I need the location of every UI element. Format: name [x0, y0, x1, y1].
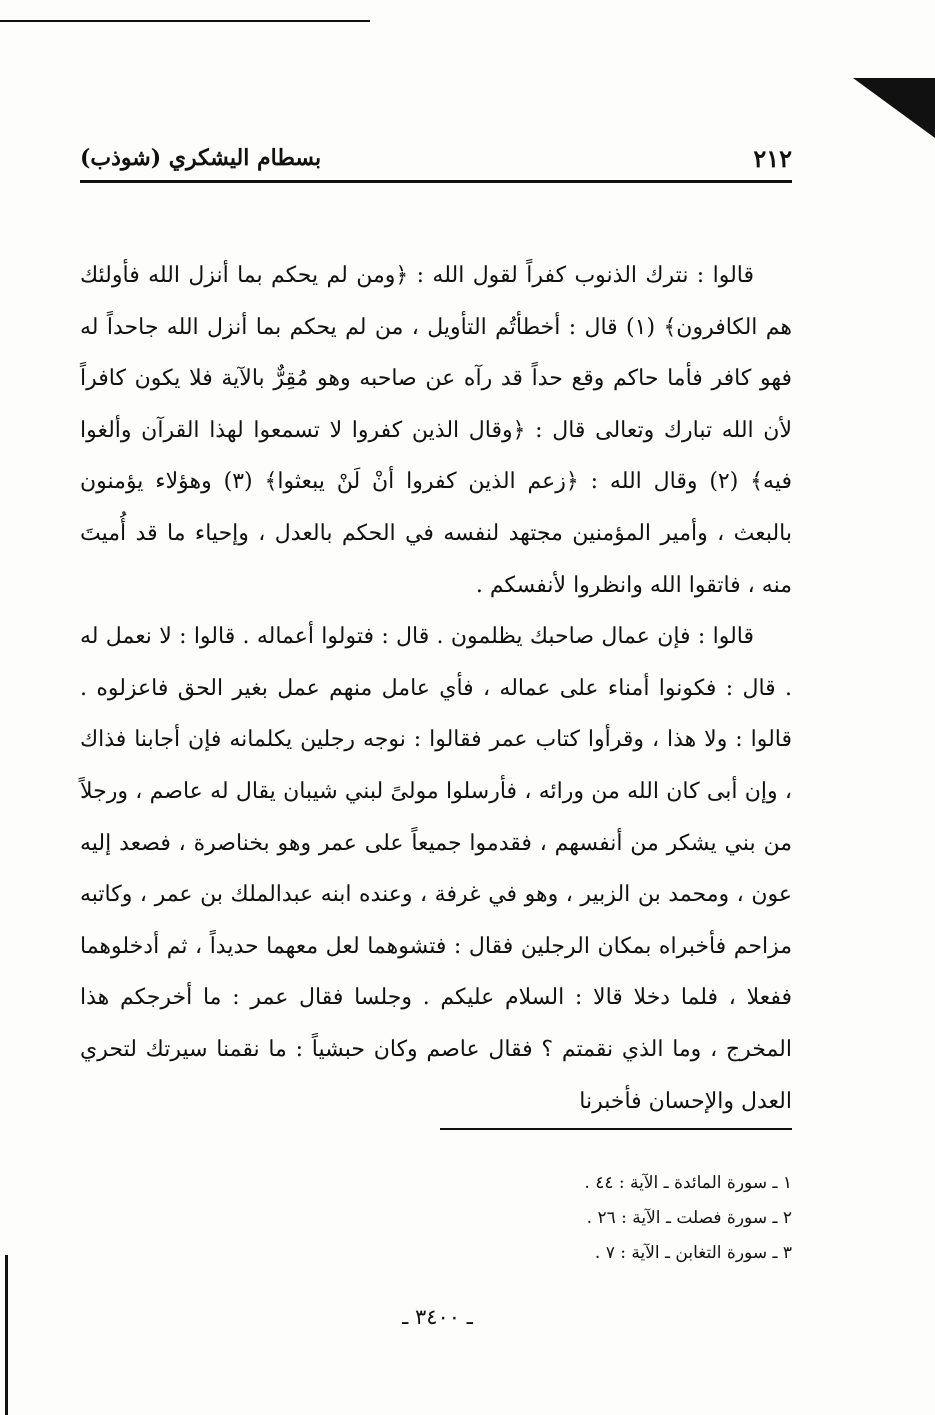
footnotes [440, 1166, 792, 1271]
page-number-top: ٢١٢ [753, 143, 792, 173]
page-number-bottom: ـ ٣٤٠٠ ـ [402, 1305, 473, 1329]
paragraph: قالوا : فإن عمال صاحبك يظلمون . قال : فتولوا أعماله . قالوا : لا نعمل له . قال : فكونوا أمناء على عماله ، فأي عامل منهم عمل بغير الحق فاعزلوه . قالوا : ولا هذا ، وقرأوا كتاب عمر فقالوا : نوجه رجلين يكلمانه فإن أجابنا فذاك ، وإن أبى كان الله من ورائه ، فأرسلوا مولىً لبني شيبان يقال له عاصم ، ورجلاً من بني يشكر من أنفسهم ، فقدموا جميعاً على عمر وهو بخناصرة ، فصعد إليه عون ، ومحمد بن الزبير ، وهو في غرفة ، وعنده ابنه عبدالملك بن عمر ، وكاتبه مزاحم فأخبراه بمكان الرجلين فقال : فتشوهما لعل معهما حديداً ، ثم أدخلوهما ففعلا ، فلما دخلا قالا : السلام عليكم . وجلسا فقال عمر : ما أخرجكم هذا المخرج ، وما الذي نقمتم ؟ فقال عاصم وكان حبشياً : ما نقمنا سيرتك لتحري العدل والإحسان فأخبرنا [80, 624, 792, 1114]
main-text [80, 250, 792, 1127]
triangle-icon [853, 78, 935, 138]
footnote: ٢ ـ سورة فصلت ـ الآية : ٢٦ . [586, 1208, 792, 1228]
page-header [80, 138, 792, 178]
top-scan-rule [0, 20, 370, 22]
footnote-rule [440, 1128, 792, 1130]
footnote: ٣ ـ سورة التغابن ـ الآية : ٧ . [594, 1243, 792, 1263]
header-rule [80, 180, 792, 183]
left-scan-line [5, 1255, 8, 1415]
footnote: ١ ـ سورة المائدة ـ الآية : ٤٤ . [584, 1173, 792, 1193]
running-title: بسطام اليشكري (شوذب) [80, 145, 322, 171]
paragraph: قالوا : نترك الذنوب كفراً لقول الله : ﴿ومن لم يحكم بما أنزل الله فأولئك هم الكافرون﴾ (١) قال : أخطأتُم التأويل ، من لم يحكم بما أنزل الله جاحداً له فهو كافر فأما حاكم وقع حداً قد رآه عن صاحبه وهو مُقِرٌّ بالآية فلا يكون كافراً لأن الله تبارك وتعالى قال : ﴿وقال الذين كفروا لا تسمعوا لهذا القرآن وألغوا فيه﴾ (٢) وقال الله : ﴿زعم الذين كفروا أنْ لَنْ يبعثوا﴾ (٣) وهؤلاء يؤمنون بالبعث ، وأمير المؤمنين مجتهد لنفسه في الحكم بالعدل ، وإحياء ما قد أُميتَ منه ، فاتقوا الله وانظروا لأنفسكم . [80, 263, 793, 598]
